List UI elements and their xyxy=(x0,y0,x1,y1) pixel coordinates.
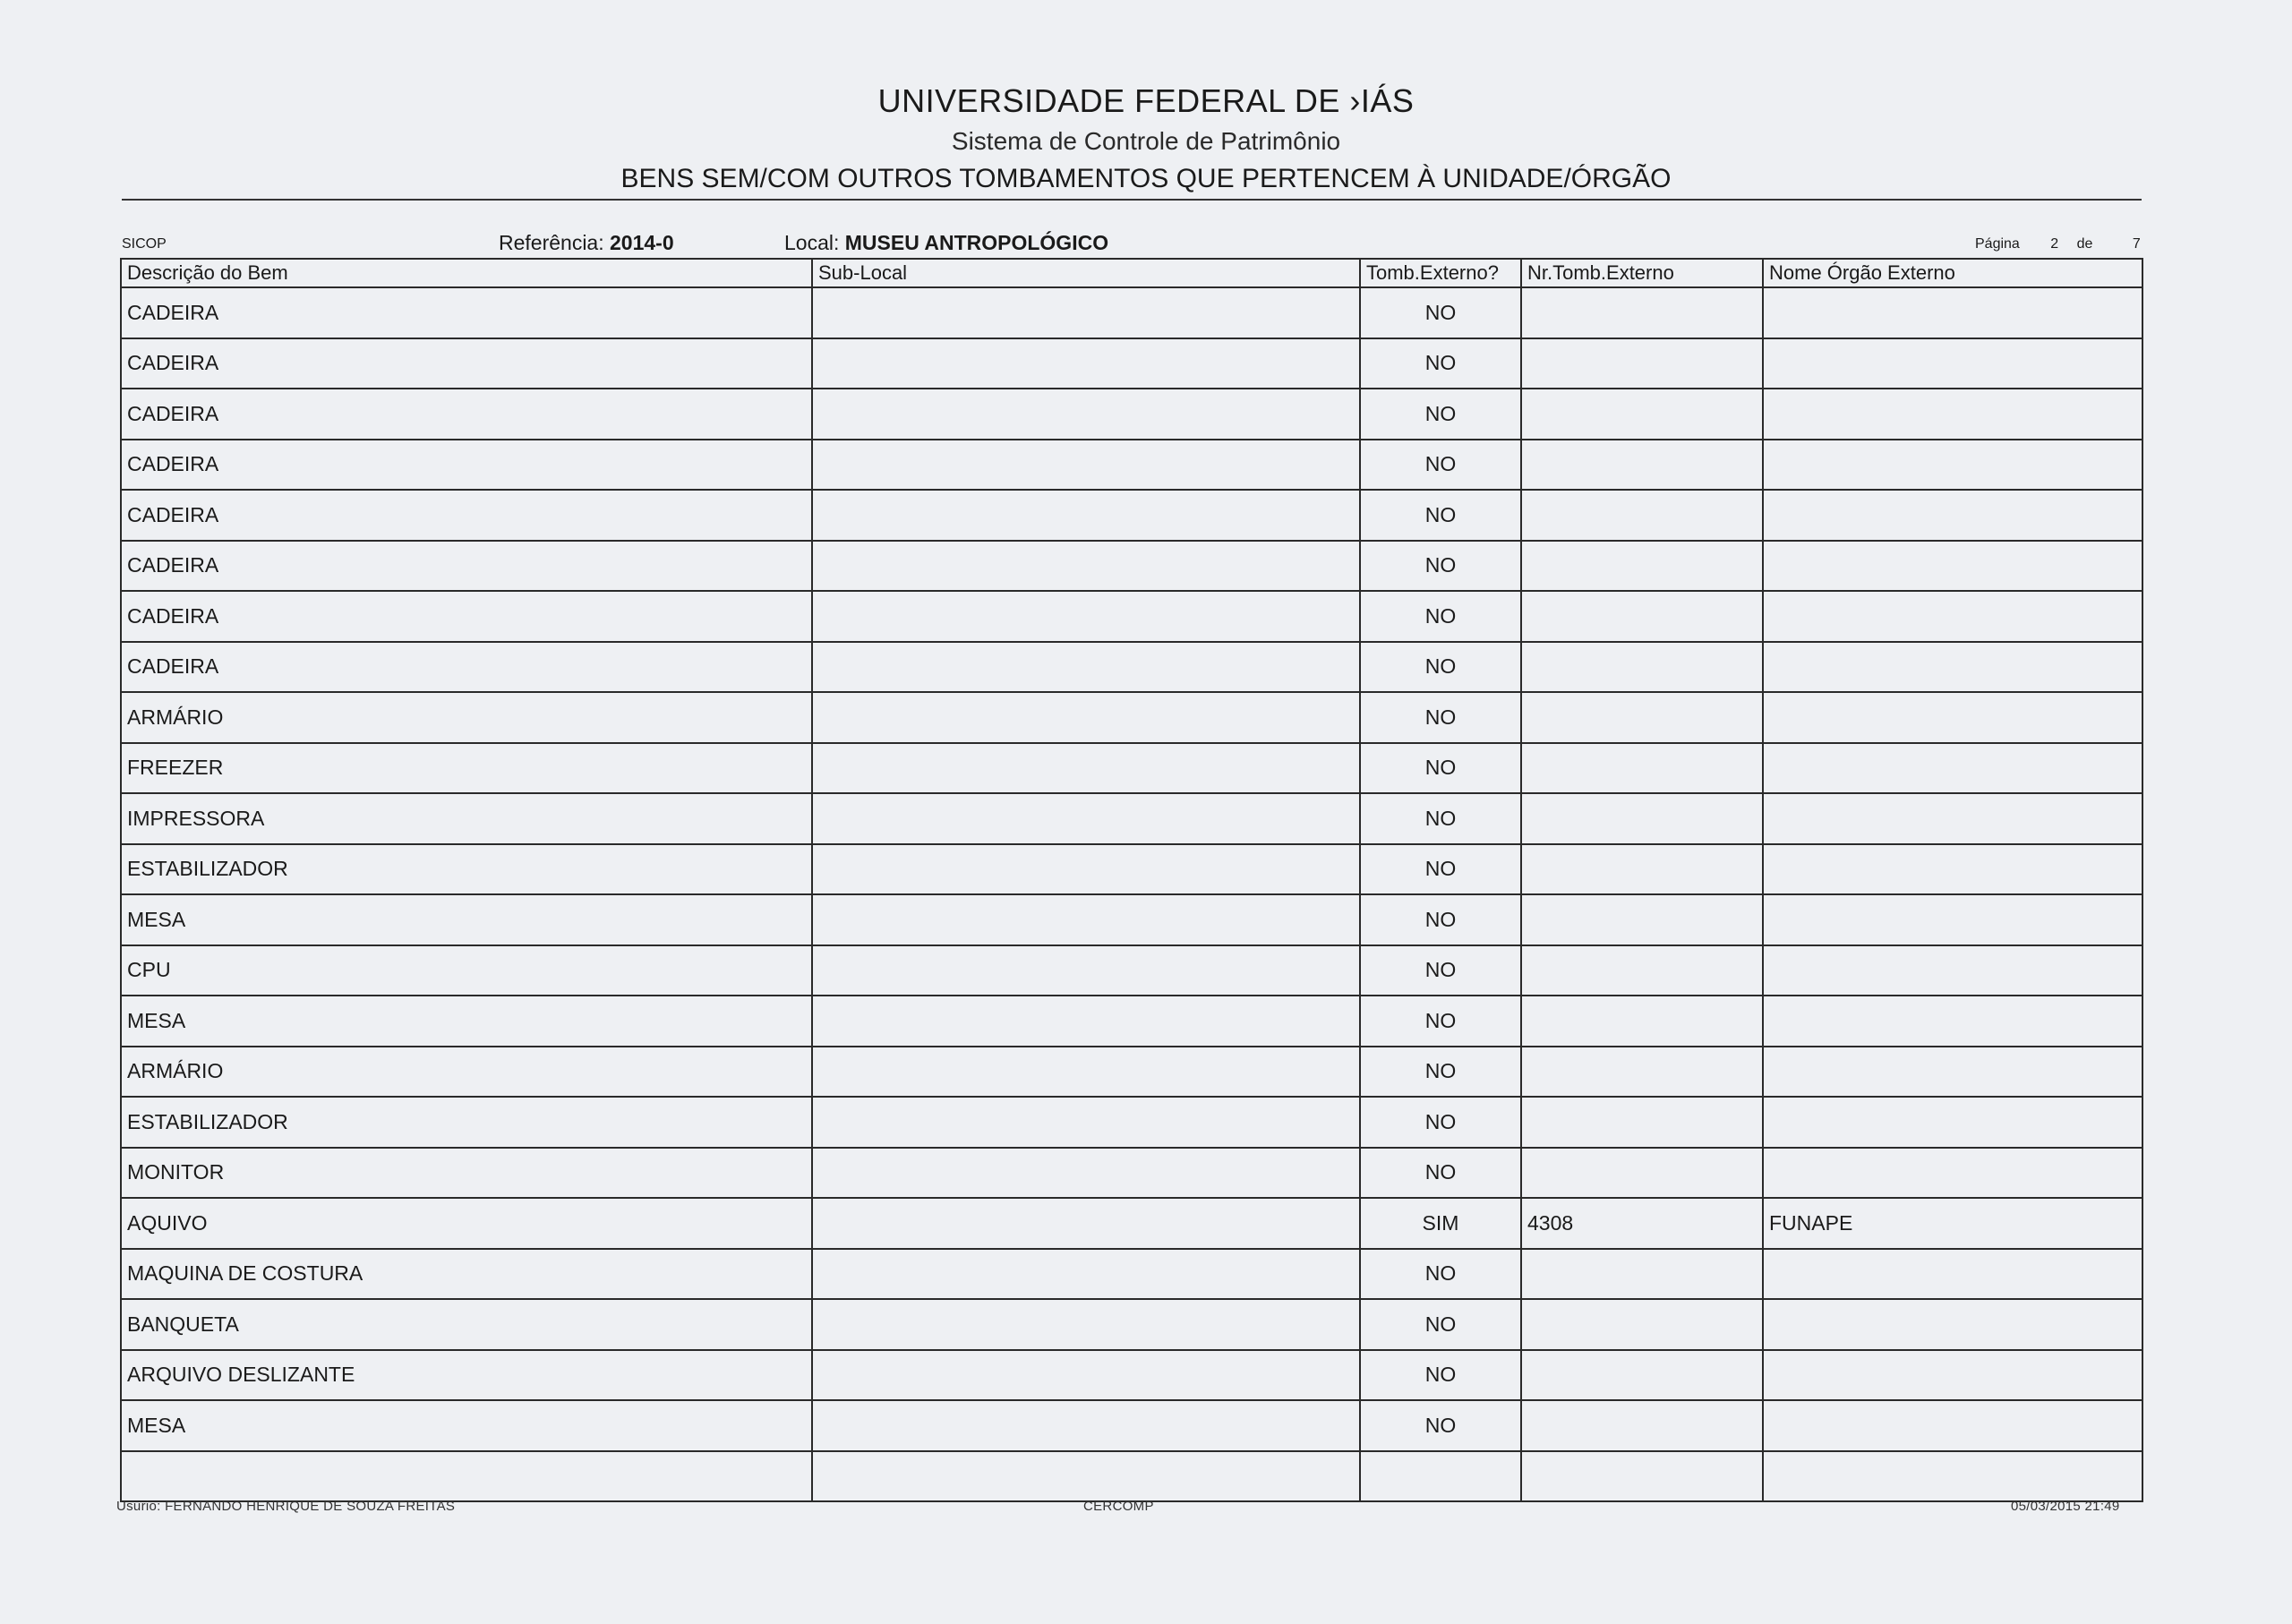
table-row xyxy=(121,1451,2142,1502)
cell-nome-orgao-externo xyxy=(1763,996,2142,1047)
cell-nome-orgao-externo xyxy=(1763,1047,2142,1098)
cell-nome-orgao-externo xyxy=(1763,1299,2142,1350)
cell-descricao: CADEIRA xyxy=(121,338,812,389)
table-row xyxy=(121,1198,2142,1249)
cell-tomb-externo: NO xyxy=(1360,541,1521,592)
cell-nome-orgao-externo xyxy=(1763,1400,2142,1451)
table-row xyxy=(121,692,2142,743)
page-indicator xyxy=(1975,236,2141,252)
col-descricao: Descrição do Bem xyxy=(121,259,812,287)
cell-tomb-externo: NO xyxy=(1360,743,1521,794)
cell-descricao: ESTABILIZADOR xyxy=(121,1097,812,1148)
page-label: Página xyxy=(1975,236,2020,252)
cell-descricao xyxy=(121,1451,812,1502)
cell-nome-orgao-externo xyxy=(1763,692,2142,743)
cell-nr-tomb-externo xyxy=(1521,844,1763,895)
cell-nome-orgao-externo xyxy=(1763,793,2142,844)
cell-nome-orgao-externo xyxy=(1763,389,2142,440)
cell-sub-local xyxy=(812,338,1360,389)
cell-tomb-externo: NO xyxy=(1360,1148,1521,1199)
cell-descricao: ESTABILIZADOR xyxy=(121,844,812,895)
cell-nome-orgao-externo xyxy=(1763,945,2142,996)
cell-nome-orgao-externo xyxy=(1763,844,2142,895)
cell-tomb-externo: NO xyxy=(1360,389,1521,440)
cell-nome-orgao-externo xyxy=(1763,1148,2142,1199)
cell-nome-orgao-externo xyxy=(1763,591,2142,642)
cell-descricao: CADEIRA xyxy=(121,642,812,693)
cell-sub-local xyxy=(812,541,1360,592)
cell-nome-orgao-externo xyxy=(1763,743,2142,794)
cell-sub-local xyxy=(812,287,1360,338)
cell-tomb-externo: NO xyxy=(1360,490,1521,541)
cell-nome-orgao-externo xyxy=(1763,1097,2142,1148)
table-row xyxy=(121,743,2142,794)
cell-sub-local xyxy=(812,1097,1360,1148)
cell-nr-tomb-externo xyxy=(1521,389,1763,440)
cell-descricao: CADEIRA xyxy=(121,389,812,440)
cell-nome-orgao-externo xyxy=(1763,894,2142,945)
cell-nr-tomb-externo xyxy=(1521,793,1763,844)
table-row xyxy=(121,541,2142,592)
footer-center: CERCOMP xyxy=(1083,1499,1154,1514)
cell-sub-local xyxy=(812,1299,1360,1350)
cell-descricao: AQUIVO xyxy=(121,1198,812,1249)
cell-descricao: IMPRESSORA xyxy=(121,793,812,844)
cell-tomb-externo: NO xyxy=(1360,287,1521,338)
table-row xyxy=(121,1299,2142,1350)
table-row xyxy=(121,591,2142,642)
cell-tomb-externo xyxy=(1360,1451,1521,1502)
cell-tomb-externo: NO xyxy=(1360,440,1521,491)
cell-nr-tomb-externo xyxy=(1521,1350,1763,1401)
cell-nr-tomb-externo xyxy=(1521,1148,1763,1199)
cell-tomb-externo: NO xyxy=(1360,1299,1521,1350)
cell-sub-local xyxy=(812,743,1360,794)
cell-nome-orgao-externo xyxy=(1763,490,2142,541)
cell-tomb-externo: NO xyxy=(1360,1047,1521,1098)
cell-sub-local xyxy=(812,1047,1360,1098)
cell-nome-orgao-externo xyxy=(1763,541,2142,592)
table-row xyxy=(121,996,2142,1047)
table-row xyxy=(121,287,2142,338)
cell-nome-orgao-externo: FUNAPE xyxy=(1763,1198,2142,1249)
assets-table xyxy=(120,258,2143,1502)
cell-sub-local xyxy=(812,793,1360,844)
cell-tomb-externo: NO xyxy=(1360,894,1521,945)
cell-descricao: FREEZER xyxy=(121,743,812,794)
cell-nr-tomb-externo xyxy=(1521,1249,1763,1300)
cell-sub-local xyxy=(812,389,1360,440)
referencia-value: 2014-0 xyxy=(610,231,674,254)
cell-tomb-externo: NO xyxy=(1360,793,1521,844)
referencia-label: Referência: xyxy=(499,231,604,254)
col-tomb-externo: Tomb.Externo? xyxy=(1360,259,1521,287)
col-nome-orgao-externo: Nome Órgão Externo xyxy=(1763,259,2142,287)
cell-tomb-externo: NO xyxy=(1360,591,1521,642)
table-header-row xyxy=(121,259,2142,287)
cell-descricao: MESA xyxy=(121,996,812,1047)
cell-nome-orgao-externo xyxy=(1763,287,2142,338)
cell-tomb-externo: NO xyxy=(1360,1400,1521,1451)
cell-sub-local xyxy=(812,996,1360,1047)
table-row xyxy=(121,844,2142,895)
cell-nome-orgao-externo xyxy=(1763,1249,2142,1300)
local xyxy=(784,231,1108,255)
cell-nr-tomb-externo xyxy=(1521,692,1763,743)
institution-title: UNIVERSIDADE FEDERAL DE ›IÁS xyxy=(877,82,1415,119)
system-subtitle: Sistema de Controle de Patrimônio xyxy=(951,127,1341,155)
local-value: MUSEU ANTROPOLÓGICO xyxy=(844,231,1109,254)
page-of: de xyxy=(2076,236,2093,252)
cell-sub-local xyxy=(812,1249,1360,1300)
cell-tomb-externo: NO xyxy=(1360,642,1521,693)
cell-tomb-externo: NO xyxy=(1360,692,1521,743)
cell-descricao: CADEIRA xyxy=(121,440,812,491)
report-title: BENS SEM/COM OUTROS TOMBAMENTOS QUE PERTENCEM À UNIDADE/ÓRGÃO xyxy=(620,164,1672,193)
cell-tomb-externo: NO xyxy=(1360,1350,1521,1401)
cell-nr-tomb-externo xyxy=(1521,1097,1763,1148)
cell-sub-local xyxy=(812,894,1360,945)
cell-descricao: ARMÁRIO xyxy=(121,1047,812,1098)
table-row xyxy=(121,793,2142,844)
cell-nr-tomb-externo xyxy=(1521,945,1763,996)
cell-sub-local xyxy=(812,844,1360,895)
cell-nr-tomb-externo xyxy=(1521,743,1763,794)
cell-sub-local xyxy=(812,440,1360,491)
table-row xyxy=(121,490,2142,541)
cell-nome-orgao-externo xyxy=(1763,338,2142,389)
cell-nr-tomb-externo xyxy=(1521,287,1763,338)
cell-nr-tomb-externo xyxy=(1521,490,1763,541)
cell-descricao: MONITOR xyxy=(121,1148,812,1199)
cell-nr-tomb-externo: 4308 xyxy=(1521,1198,1763,1249)
cell-descricao: MESA xyxy=(121,894,812,945)
table-row xyxy=(121,642,2142,693)
cell-descricao: CPU xyxy=(121,945,812,996)
system-code: SICOP xyxy=(122,236,167,252)
page-current: 2 xyxy=(2050,236,2059,252)
cell-nr-tomb-externo xyxy=(1521,1400,1763,1451)
cell-descricao: ARQUIVO DESLIZANTE xyxy=(121,1350,812,1401)
cell-sub-local xyxy=(812,1400,1360,1451)
cell-sub-local xyxy=(812,642,1360,693)
col-nr-tomb-externo: Nr.Tomb.Externo xyxy=(1521,259,1763,287)
cell-tomb-externo: NO xyxy=(1360,1097,1521,1148)
cell-tomb-externo: NO xyxy=(1360,844,1521,895)
table-row xyxy=(121,1047,2142,1098)
cell-sub-local xyxy=(812,692,1360,743)
cell-nr-tomb-externo xyxy=(1521,1047,1763,1098)
header-divider xyxy=(122,199,2142,201)
cell-nr-tomb-externo xyxy=(1521,541,1763,592)
cell-sub-local xyxy=(812,1451,1360,1502)
cell-descricao: CADEIRA xyxy=(121,287,812,338)
cell-sub-local xyxy=(812,591,1360,642)
cell-tomb-externo: NO xyxy=(1360,945,1521,996)
cell-nr-tomb-externo xyxy=(1521,338,1763,389)
cell-descricao: MESA xyxy=(121,1400,812,1451)
cell-descricao: BANQUETA xyxy=(121,1299,812,1350)
table-row xyxy=(121,1148,2142,1199)
footer-user: Usurio: FERNANDO HENRIQUE DE SOUZA FREITAS xyxy=(116,1499,456,1514)
table-row xyxy=(121,1400,2142,1451)
cell-nome-orgao-externo xyxy=(1763,1451,2142,1502)
cell-nome-orgao-externo xyxy=(1763,1350,2142,1401)
table-row xyxy=(121,1097,2142,1148)
cell-nr-tomb-externo xyxy=(1521,642,1763,693)
cell-tomb-externo: NO xyxy=(1360,338,1521,389)
cell-sub-local xyxy=(812,1350,1360,1401)
page-total: 7 xyxy=(2132,236,2141,252)
cell-descricao: CADEIRA xyxy=(121,591,812,642)
cell-sub-local xyxy=(812,490,1360,541)
cell-tomb-externo: NO xyxy=(1360,1249,1521,1300)
cell-descricao: CADEIRA xyxy=(121,541,812,592)
cell-nr-tomb-externo xyxy=(1521,996,1763,1047)
cell-descricao: ARMÁRIO xyxy=(121,692,812,743)
footer-datetime: 05/03/2015 21:49 xyxy=(2011,1499,2120,1514)
referencia xyxy=(499,231,674,255)
cell-descricao: MAQUINA DE COSTURA xyxy=(121,1249,812,1300)
cell-nr-tomb-externo xyxy=(1521,894,1763,945)
table-row xyxy=(121,338,2142,389)
cell-sub-local xyxy=(812,945,1360,996)
cell-nr-tomb-externo xyxy=(1521,591,1763,642)
table-row xyxy=(121,389,2142,440)
col-sub-local: Sub-Local xyxy=(812,259,1360,287)
cell-sub-local xyxy=(812,1148,1360,1199)
local-label: Local: xyxy=(784,231,840,254)
table-row xyxy=(121,945,2142,996)
cell-tomb-externo: NO xyxy=(1360,996,1521,1047)
table-row xyxy=(121,440,2142,491)
cell-descricao: CADEIRA xyxy=(121,490,812,541)
cell-sub-local xyxy=(812,1198,1360,1249)
cell-nr-tomb-externo xyxy=(1521,1299,1763,1350)
cell-nr-tomb-externo xyxy=(1521,1451,1763,1502)
cell-nome-orgao-externo xyxy=(1763,440,2142,491)
table-row xyxy=(121,894,2142,945)
cell-nr-tomb-externo xyxy=(1521,440,1763,491)
cell-nome-orgao-externo xyxy=(1763,642,2142,693)
cell-tomb-externo: SIM xyxy=(1360,1198,1521,1249)
table-row xyxy=(121,1350,2142,1401)
table-row xyxy=(121,1249,2142,1300)
